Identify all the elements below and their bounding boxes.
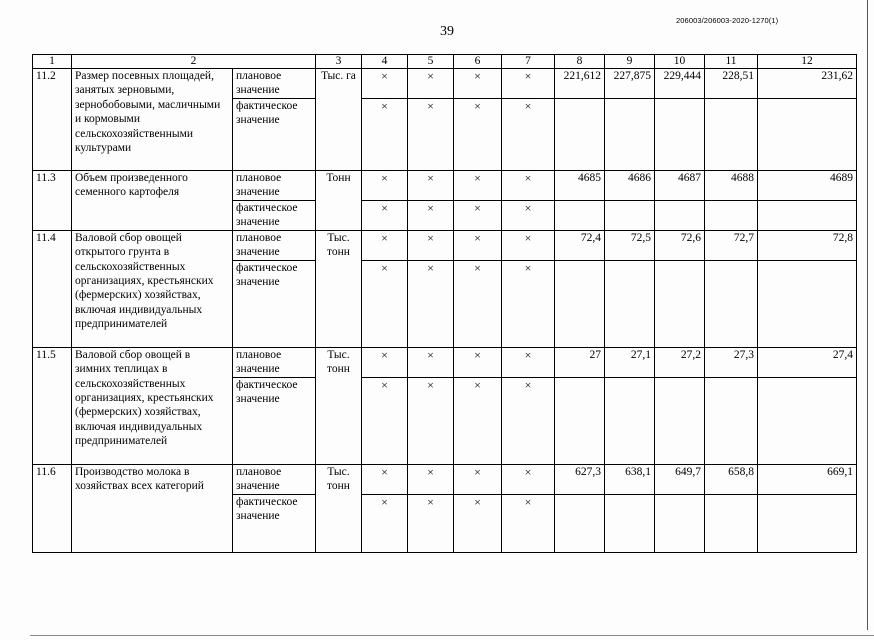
fact-value-cell xyxy=(605,99,655,171)
plan-value: 658,8 xyxy=(705,464,758,494)
plan-value: 72,6 xyxy=(655,230,705,260)
cross-mark: × xyxy=(408,230,454,260)
unit-of-measure: Тыс. га xyxy=(316,69,362,171)
cross-mark: × xyxy=(454,377,502,464)
fact-value-cell xyxy=(655,494,705,552)
document-id: 206003/206003-2020-1270(1) xyxy=(676,16,779,25)
plan-value: 27 xyxy=(555,347,605,377)
indicator-row-plan xyxy=(33,347,857,377)
plan-value: 72,4 xyxy=(555,230,605,260)
page-edge-right xyxy=(867,0,868,630)
cross-mark: × xyxy=(408,99,454,171)
plan-value: 4687 xyxy=(655,171,705,201)
column-number: 12 xyxy=(758,55,857,69)
fact-value-cell xyxy=(555,99,605,171)
fact-value-cell xyxy=(555,201,605,231)
fact-value-cell xyxy=(655,377,705,464)
cross-mark: × xyxy=(362,171,408,201)
cross-mark: × xyxy=(502,201,555,231)
plan-value: 231,62 xyxy=(758,69,857,99)
cross-mark: × xyxy=(408,171,454,201)
cross-mark: × xyxy=(454,347,502,377)
fact-value-cell xyxy=(758,201,857,231)
fact-value-cell xyxy=(758,377,857,464)
plan-value: 4689 xyxy=(758,171,857,201)
plan-value: 227,875 xyxy=(605,69,655,99)
cross-mark: × xyxy=(362,99,408,171)
plan-value: 27,2 xyxy=(655,347,705,377)
cross-mark: × xyxy=(362,69,408,99)
fact-value-cell xyxy=(655,260,705,347)
fact-value-label: фактическое значение xyxy=(233,201,316,231)
cross-mark: × xyxy=(362,230,408,260)
cross-mark: × xyxy=(362,260,408,347)
column-number: 6 xyxy=(454,55,502,69)
cross-mark: × xyxy=(408,201,454,231)
cross-mark: × xyxy=(454,171,502,201)
indicator-number: 11.2 xyxy=(33,69,72,171)
page-edge-bottom xyxy=(30,635,874,636)
plan-value: 72,8 xyxy=(758,230,857,260)
column-number: 7 xyxy=(502,55,555,69)
indicator-name: Валовой сбор овощей открытого грунта в сельскохозяйственных организациях, крестьянских (фермерских) хозяйствах, включая индивидуальных предпринимателей xyxy=(72,230,233,347)
plan-value: 27,3 xyxy=(705,347,758,377)
fact-value-cell xyxy=(705,377,758,464)
column-number: 3 xyxy=(316,55,362,69)
fact-value-cell xyxy=(555,494,605,552)
plan-value-label: плановое значение xyxy=(233,464,316,494)
cross-mark: × xyxy=(408,260,454,347)
column-number: 1 xyxy=(33,55,72,69)
cross-mark: × xyxy=(408,464,454,494)
plan-value: 221,612 xyxy=(555,69,605,99)
plan-value: 228,51 xyxy=(705,69,758,99)
cross-mark: × xyxy=(502,494,555,552)
cross-mark: × xyxy=(454,494,502,552)
column-number: 11 xyxy=(705,55,758,69)
page-number: 39 xyxy=(440,24,454,39)
cross-mark: × xyxy=(362,494,408,552)
cross-mark: × xyxy=(502,260,555,347)
plan-value: 72,7 xyxy=(705,230,758,260)
fact-value-cell xyxy=(758,99,857,171)
indicator-row-plan xyxy=(33,69,857,99)
fact-value-cell xyxy=(605,494,655,552)
fact-value-cell xyxy=(655,201,705,231)
unit-of-measure: Тонн xyxy=(316,171,362,231)
cross-mark: × xyxy=(502,171,555,201)
plan-value: 4685 xyxy=(555,171,605,201)
indicator-number: 11.3 xyxy=(33,171,72,231)
plan-value: 229,444 xyxy=(655,69,705,99)
indicator-name: Производство молока в хозяйствах всех категорий xyxy=(72,464,233,552)
plan-value: 4686 xyxy=(605,171,655,201)
fact-value-cell xyxy=(758,494,857,552)
plan-value: 638,1 xyxy=(605,464,655,494)
indicator-row-plan xyxy=(33,171,857,201)
indicator-number: 11.5 xyxy=(33,347,72,464)
fact-value-cell xyxy=(555,377,605,464)
cross-mark: × xyxy=(502,347,555,377)
cross-mark: × xyxy=(362,464,408,494)
unit-of-measure: Тыс. тонн xyxy=(316,464,362,552)
cross-mark: × xyxy=(408,494,454,552)
indicators-table xyxy=(32,54,857,553)
cross-mark: × xyxy=(502,377,555,464)
indicator-number: 11.4 xyxy=(33,230,72,347)
cross-mark: × xyxy=(454,99,502,171)
plan-value-label: плановое значение xyxy=(233,171,316,201)
cross-mark: × xyxy=(502,69,555,99)
fact-value-cell xyxy=(605,260,655,347)
unit-of-measure: Тыс. тонн xyxy=(316,347,362,464)
fact-value-cell xyxy=(705,201,758,231)
fact-value-cell xyxy=(705,99,758,171)
indicator-name: Валовой сбор овощей в зимних теплицах в сельскохозяйственных организациях, крестьянских (фермерских) хозяйствах, включая индивидуальных предпринимателей xyxy=(72,347,233,464)
column-number: 10 xyxy=(655,55,705,69)
cross-mark: × xyxy=(502,464,555,494)
cross-mark: × xyxy=(408,377,454,464)
fact-value-label: фактическое значение xyxy=(233,260,316,347)
cross-mark: × xyxy=(408,69,454,99)
cross-mark: × xyxy=(454,464,502,494)
fact-value-cell xyxy=(758,260,857,347)
column-number: 4 xyxy=(362,55,408,69)
cross-mark: × xyxy=(408,347,454,377)
plan-value-label: плановое значение xyxy=(233,69,316,99)
cross-mark: × xyxy=(362,377,408,464)
indicator-name: Размер посевных площадей, занятых зерновыми, зернобобовыми, масличными и кормовыми сельскохозяйственными культурами xyxy=(72,69,233,171)
cross-mark: × xyxy=(454,230,502,260)
fact-value-label: фактическое значение xyxy=(233,494,316,552)
indicator-number: 11.6 xyxy=(33,464,72,552)
plan-value: 627,3 xyxy=(555,464,605,494)
column-number: 9 xyxy=(605,55,655,69)
indicator-name: Объем произведенного семенного картофеля xyxy=(72,171,233,231)
plan-value-label: плановое значение xyxy=(233,347,316,377)
fact-value-cell xyxy=(605,377,655,464)
unit-of-measure: Тыс. тонн xyxy=(316,230,362,347)
fact-value-cell xyxy=(655,99,705,171)
plan-value: 27,4 xyxy=(758,347,857,377)
plan-value: 4688 xyxy=(705,171,758,201)
column-number: 2 xyxy=(72,55,316,69)
indicator-row-plan xyxy=(33,230,857,260)
fact-value-cell xyxy=(705,494,758,552)
fact-value-cell xyxy=(605,201,655,231)
fact-value-label: фактическое значение xyxy=(233,99,316,171)
plan-value: 27,1 xyxy=(605,347,655,377)
plan-value: 649,7 xyxy=(655,464,705,494)
fact-value-label: фактическое значение xyxy=(233,377,316,464)
column-number-row xyxy=(33,55,857,69)
column-number: 5 xyxy=(408,55,454,69)
cross-mark: × xyxy=(502,230,555,260)
indicator-row-plan xyxy=(33,464,857,494)
plan-value: 669,1 xyxy=(758,464,857,494)
plan-value: 72,5 xyxy=(605,230,655,260)
fact-value-cell xyxy=(705,260,758,347)
column-number: 8 xyxy=(555,55,605,69)
plan-value-label: плановое значение xyxy=(233,230,316,260)
cross-mark: × xyxy=(362,347,408,377)
fact-value-cell xyxy=(555,260,605,347)
cross-mark: × xyxy=(454,69,502,99)
cross-mark: × xyxy=(454,260,502,347)
cross-mark: × xyxy=(502,99,555,171)
cross-mark: × xyxy=(362,201,408,231)
cross-mark: × xyxy=(454,201,502,231)
